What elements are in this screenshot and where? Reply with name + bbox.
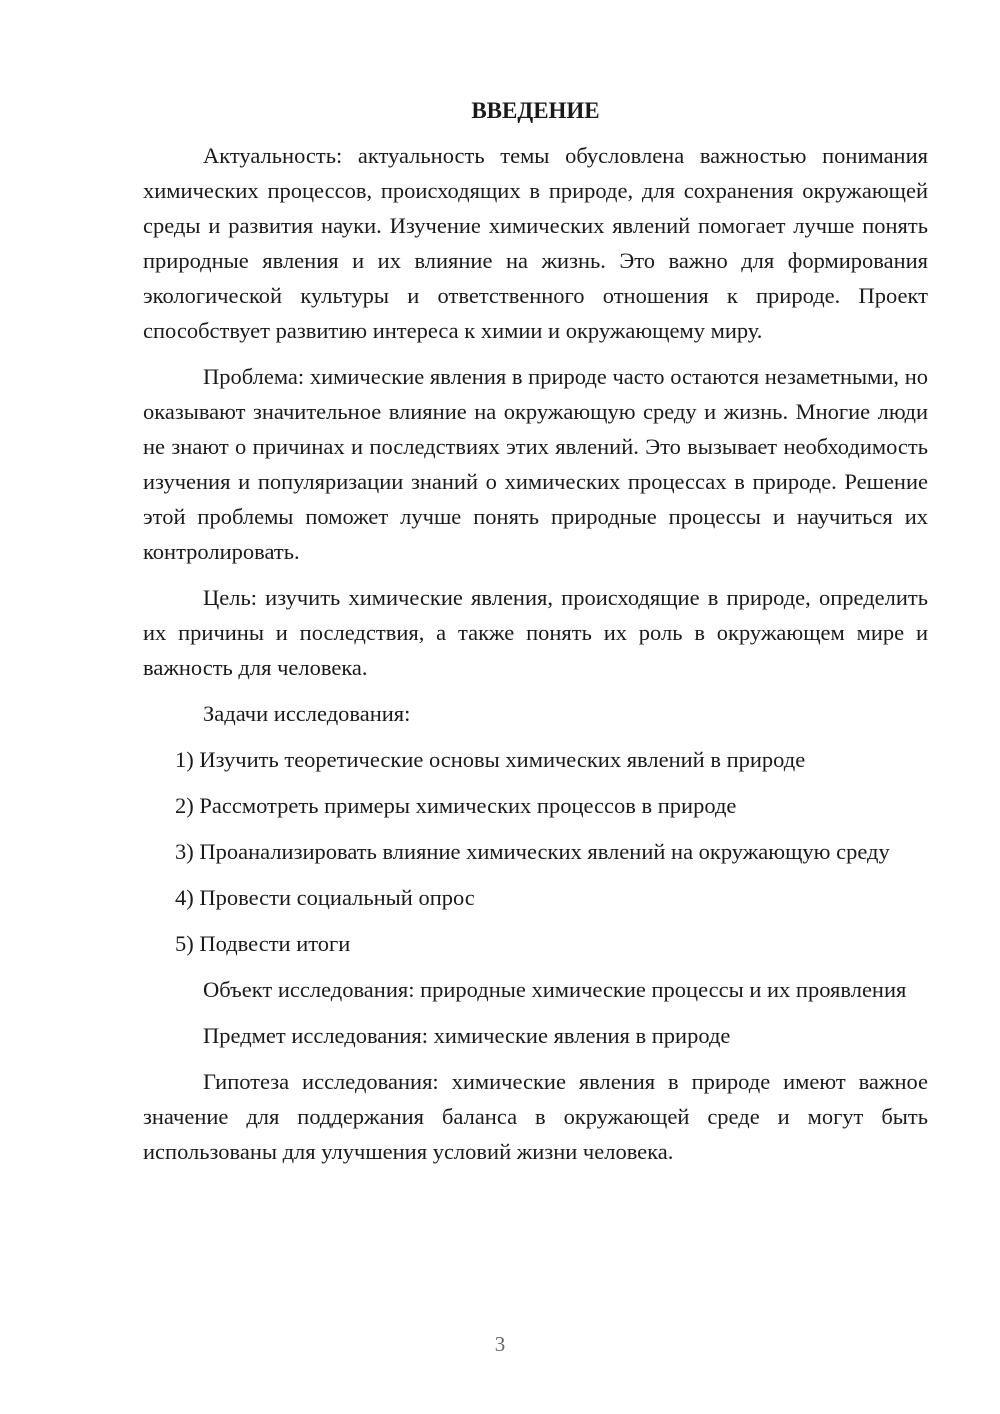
paragraph-object: Объект исследования: природные химические процессы и их проявления — [203, 977, 907, 1002]
task-item-4: 4) Провести социальный опрос — [175, 885, 475, 910]
paragraph-problem: Проблема: химические явления в природе часто остаются незаметными, но оказывают значительное влияние на окружающую среду и жизнь. Многие люди не знают о причинах и последствиях этих явлений. Это вызывает необходимость изучения и популяризации знаний о химических процессах в природе. Решение этой проблемы поможет лучше понять природные процессы и научиться их контролировать. — [143, 364, 928, 564]
task-item-5: 5) Подвести итоги — [175, 931, 351, 956]
task-item-2: 2) Рассмотреть примеры химических процессов в природе — [175, 793, 737, 818]
paragraph-goal: Цель: изучить химические явления, происходящие в природе, определить их причины и последствия, а также понять их роль в окружающем мире и важность для человека. — [143, 585, 928, 680]
tasks-heading: Задачи исследования: — [203, 701, 411, 726]
task-item-3: 3) Проанализировать влияние химических явлений на окружающую среду — [175, 839, 890, 864]
page-number: 3 — [494, 1332, 506, 1356]
page-title: ВВЕДЕНИЕ — [471, 98, 600, 123]
paragraph-hypothesis: Гипотеза исследования: химические явления в природе имеют важное значение для поддержания баланса в окружающей среде и могут быть использованы для улучшения условий жизни человека. — [143, 1069, 928, 1164]
paragraph-relevance: Актуальность: актуальность темы обусловлена важностью понимания химических процессов, происходящих в природе, для сохранения окружающей среды и развития науки. Изучение химических явлений помогает лучше понять природные явления и их влияние на жизнь. Это важно для формирования экологической культуры и ответственного отношения к природе. Проект способствует развитию интереса к химии и окружающему миру. — [143, 143, 928, 343]
task-item-1: 1) Изучить теоретические основы химических явлений в природе — [175, 747, 806, 772]
paragraph-subject: Предмет исследования: химические явления в природе — [203, 1023, 731, 1048]
